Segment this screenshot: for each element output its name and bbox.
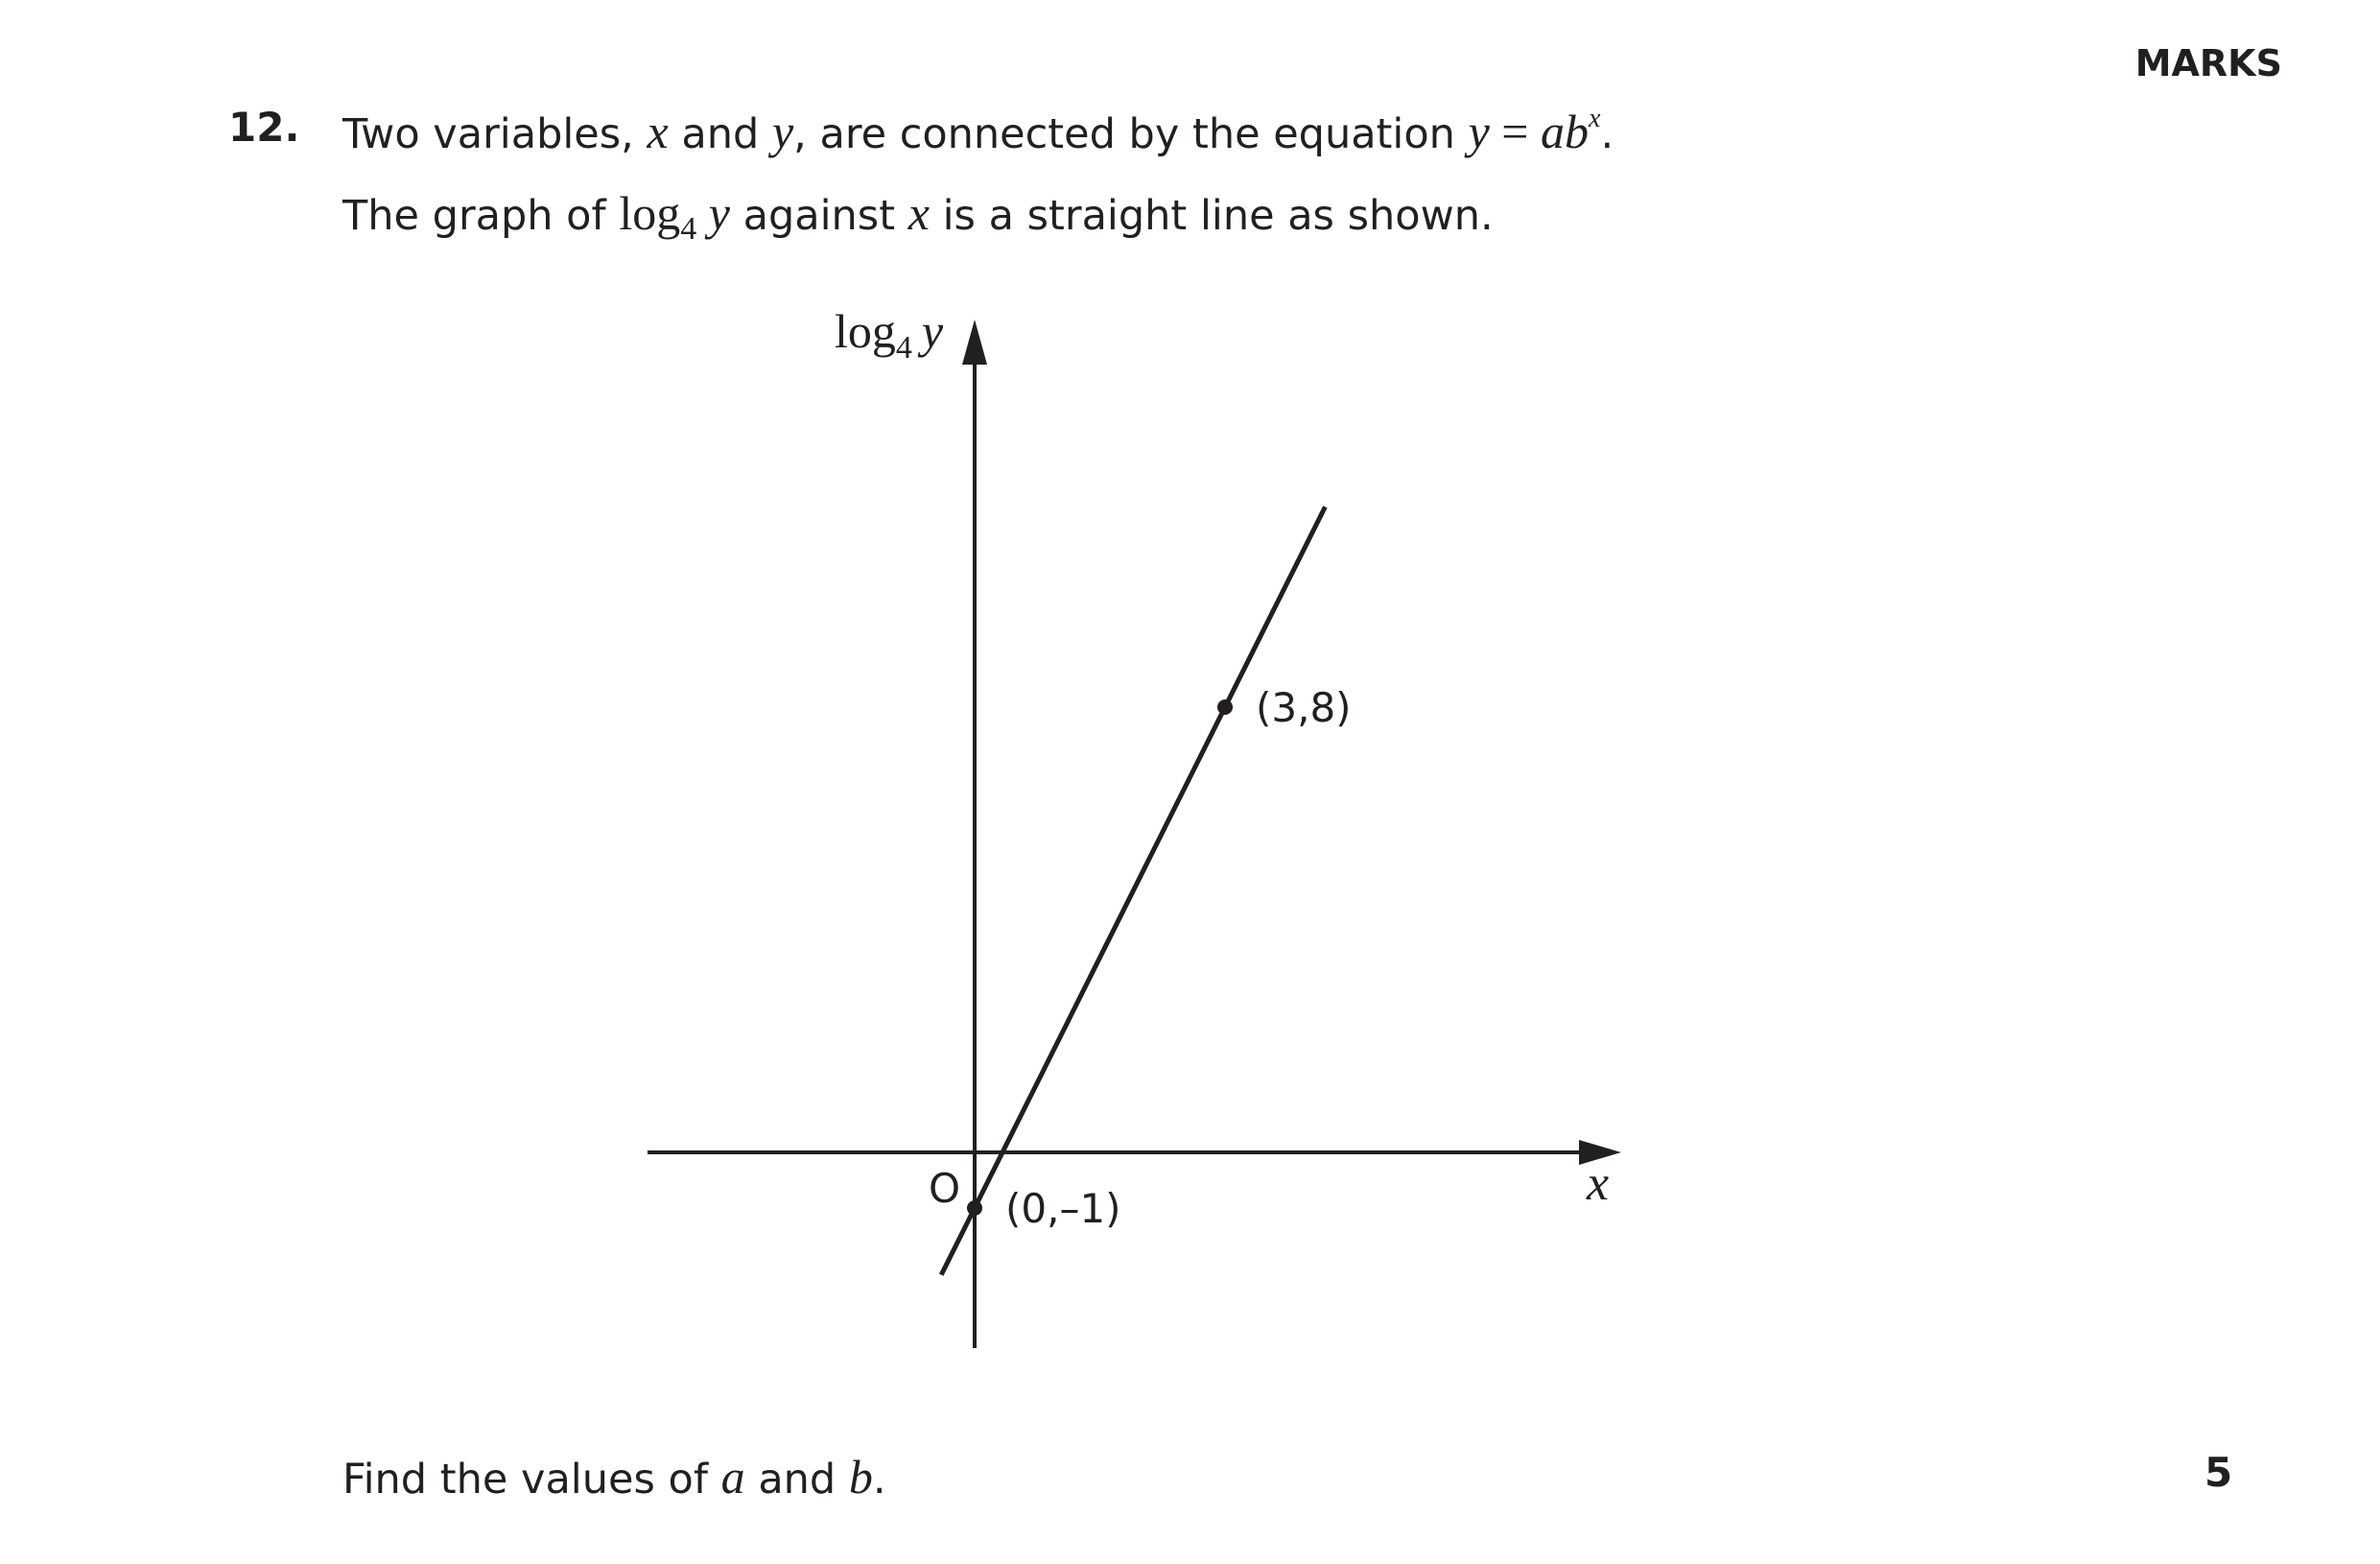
equation-equals: = [1489,105,1541,158]
y-axis-label-base: 4 [895,330,912,366]
math-variable-a: a [720,1450,745,1504]
text-fragment: against [729,192,908,240]
math-variable-x: x [647,105,669,158]
data-points [967,684,1352,1232]
point-label: (0,–1) [1005,1185,1121,1232]
text-fragment: Two variables, [342,110,648,158]
text-fragment: is a straight line as shown. [929,192,1494,240]
marks-value: 5 [2204,1449,2233,1496]
origin-label: O [929,1165,961,1212]
y-axis-label-log: log [835,304,896,358]
text-fragment: The graph of [342,192,620,240]
y-axis-label-var: y [921,304,944,358]
final-question [342,1449,886,1505]
text-fragment: and [668,110,772,158]
y-axis-arrow [962,320,987,365]
text-fragment: and [744,1456,849,1504]
equation-exponent: x [1589,104,1601,133]
log-function: log [619,186,681,240]
math-variable-b: b [848,1450,873,1504]
y-axis-label [835,304,944,366]
math-variable-y: y [771,105,794,158]
marks-header: MARKS [2134,42,2282,84]
data-point [1217,699,1233,715]
equation-ab: ab [1541,105,1589,158]
text-fragment: , are connected by the equation [793,110,1469,158]
text-fragment: . [872,1456,886,1504]
question-number: 12. [228,104,300,151]
log-base: 4 [680,211,697,247]
text-fragment: Find the values of [342,1456,721,1504]
x-axis-label: x [1587,1156,1610,1211]
point-label: (3,8) [1256,684,1352,731]
equation-y: y [1468,105,1490,158]
log-variable: y [696,186,730,240]
data-point [967,1200,982,1216]
series-line [941,507,1325,1274]
text-fragment: . [1600,110,1614,158]
math-variable-x: x [907,186,930,240]
